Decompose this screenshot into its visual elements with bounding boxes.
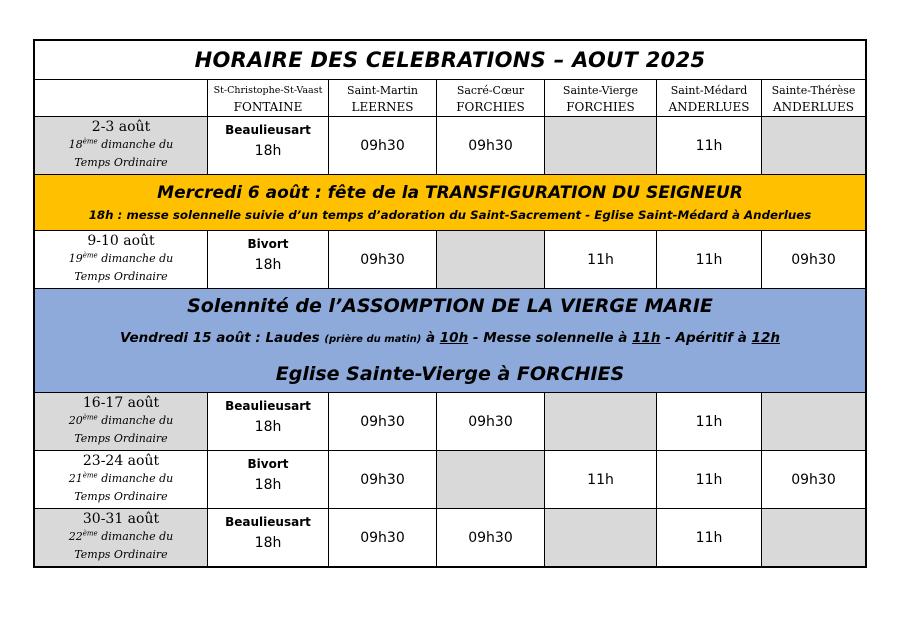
sunday-label: 18ème dimanche du [68,137,174,151]
weekend-dates: 9-10 août [87,233,155,249]
mass-time: 18h [254,477,282,493]
mass-time: 09h30 [791,251,836,268]
weekend-dates: 16-17 août [82,395,160,411]
header-sacre-coeur [436,80,544,116]
sainte-vierge-cell [544,393,656,450]
village-name: FORCHIES [566,100,635,114]
church-name: Saint-Martin [347,84,418,97]
header-sainte-therese [761,80,865,116]
weekend-dates: 30-31 août [82,511,160,527]
title-row [35,41,865,79]
header-empty-cell [35,80,207,116]
header-sainte-vierge [544,80,656,116]
sunday-label: 20ème dimanche du [68,413,174,427]
sainte-vierge-cell [544,231,656,288]
date-cell [35,509,207,566]
weekend-dates: 2-3 août [91,119,151,135]
mass-time: 11h [695,251,723,268]
banner-subtitle: 18h : messe solennelle suivie d’un temps d’adoration du Saint-Sacrement - Eglise Saint-Médard à Anderlues [88,207,812,222]
mass-time: 18h [254,257,282,273]
table-row [35,116,865,174]
mass-time: 11h [695,137,723,154]
fontaine-cell [207,117,328,174]
date-cell [35,117,207,174]
sunday-label: 19ème dimanche du [68,251,174,265]
leernes-cell [328,509,436,566]
mass-time: 11h [587,471,614,488]
table-row [35,450,865,508]
location-name: Beaulieusart [225,123,311,137]
saint-medard-cell [656,117,761,174]
mass-time: 11h [695,471,723,488]
mass-time: 18h [254,535,282,551]
banner-place: Eglise Sainte-Vierge à FORCHIES [275,362,625,385]
fontaine-cell [207,231,328,288]
season-label: Temps Ordinaire [74,432,168,445]
header-saint-medard [656,80,761,116]
saint-medard-cell [656,451,761,508]
season-label: Temps Ordinaire [74,270,168,283]
sainte-therese-cell [761,117,865,174]
fontaine-cell [207,393,328,450]
fontaine-cell [207,509,328,566]
sainte-therese-cell [761,393,865,450]
header-row [35,79,865,116]
table-row [35,230,865,288]
transfiguration-banner [35,174,865,230]
date-cell [35,393,207,450]
banner-schedule: Vendredi 15 août : Laudes (prière du matin) à 10h - Messe solennelle à 11h - Apéritif à 12h [120,329,780,346]
leernes-cell [328,117,436,174]
date-cell [35,231,207,288]
sainte-vierge-cell [544,451,656,508]
sainte-therese-cell [761,509,865,566]
location-name: Beaulieusart [225,515,311,529]
assomption-banner [35,288,865,392]
season-label: Temps Ordinaire [74,548,168,561]
saint-medard-cell [656,393,761,450]
sunday-label: 21ème dimanche du [68,471,174,485]
sacre-coeur-cell [436,393,544,450]
location-name: Beaulieusart [225,399,311,413]
village-name: FORCHIES [456,100,525,114]
church-name: Saint-Médard [670,84,748,97]
mass-time: 11h [695,413,723,430]
leernes-cell [328,231,436,288]
mass-time: 09h30 [360,529,405,546]
saint-medard-cell [656,509,761,566]
village-name: ANDERLUES [773,100,854,114]
mass-time: 11h [695,529,723,546]
sunday-label: 22ème dimanche du [68,529,174,543]
leernes-cell [328,393,436,450]
mass-time: 09h30 [468,529,513,546]
mass-time: 09h30 [468,137,513,154]
fontaine-cell [207,451,328,508]
location-name: Bivort [247,457,289,471]
mass-time: 18h [254,419,282,435]
schedule-table [33,39,867,568]
sacre-coeur-cell [436,451,544,508]
banner-title: Solennité de l’ASSOMPTION DE LA VIERGE MARIE [187,294,713,317]
season-label: Temps Ordinaire [74,156,168,169]
mass-time: 09h30 [360,137,405,154]
mass-time: 09h30 [468,413,513,430]
sainte-therese-cell [761,451,865,508]
sacre-coeur-cell [436,231,544,288]
village-name: LEERNES [351,100,414,114]
mass-time: 09h30 [791,471,836,488]
mass-time: 09h30 [360,471,405,488]
header-fontaine [207,80,328,116]
table-row [35,392,865,450]
sacre-coeur-cell [436,117,544,174]
village-name: ANDERLUES [668,100,750,114]
mass-time: 09h30 [360,413,405,430]
village-name: FONTAINE [233,100,303,114]
page-title: HORAIRE DES CELEBRATIONS – AOUT 2025 [194,48,706,72]
mass-time: 11h [587,251,614,268]
header-leernes [328,80,436,116]
church-name: St-Christophe-St-Vaast [213,85,323,96]
weekend-dates: 23-24 août [82,453,160,469]
mass-time: 18h [254,143,282,159]
sainte-vierge-cell [544,117,656,174]
sainte-therese-cell [761,231,865,288]
location-name: Bivort [247,237,289,251]
season-label: Temps Ordinaire [74,490,168,503]
date-cell [35,451,207,508]
church-name: Sainte-Thérèse [771,84,856,97]
mass-time: 09h30 [360,251,405,268]
church-name: Sainte-Vierge [562,84,639,97]
sacre-coeur-cell [436,509,544,566]
saint-medard-cell [656,231,761,288]
table-row [35,508,865,566]
sainte-vierge-cell [544,509,656,566]
church-name: Sacré-Cœur [456,84,525,97]
banner-title: Mercredi 6 août : fête de la TRANSFIGURATION DU SEIGNEUR [157,182,743,203]
leernes-cell [328,451,436,508]
